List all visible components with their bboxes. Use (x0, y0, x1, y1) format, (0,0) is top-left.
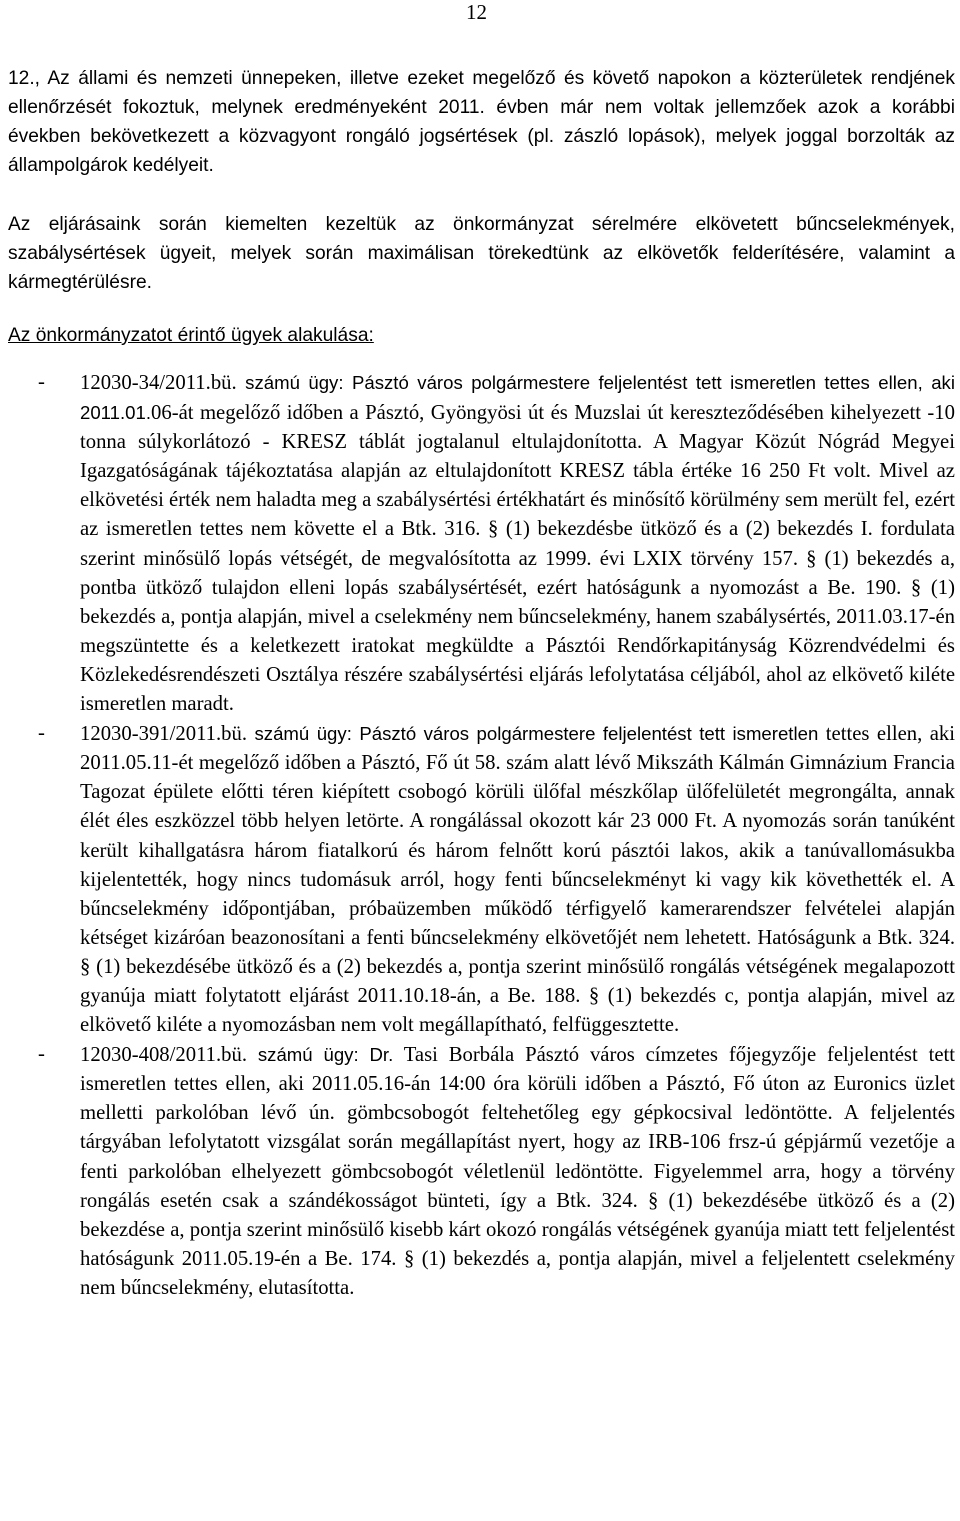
case-body: 06-át megelőző időben a Pásztó, Gyöngyösi út és Muzslai út kereszteződésében kihelyezett -10 tonna súlykorlátozó - KRESZ táblát jogtalanul eltulajdonította. A Magyar Közút Nógrád Megyei Igazgatóságának tájékoztatása alapján az eltulajdonított KRESZ tábla értéke 16 250 Ft volt. Mivel az elkövetési érték nem haladta meg a szabálysértési értékhatárt és minősítő körülmény sem merült fel, ezért az ismeretlen tettes nem követte el a Btk. 316. § (1) bekezdésbe ütköző és a (2) bekezdés I. fordulata szerint minősülő lopás vétségét, de megvalósította az 1999. évi LXIX törvény 157. § (1) bekezdés a, pontba ütköző tulajdon elleni lopás szabálysértését, ezért hatóságunk a nyomozást a Be. 190. § (1) bekezdés a, pontja alapján, mivel a cselekmény nem bűncselekmény, hanem szabálysértés, 2011.03.17-én megszüntette és a keletkezett iratokat megküldte a Pásztói Rendőrkapitányság Közrendvédelmi és Közlekedésrendészeti Osztálya részére szabálysértési eljárás lefolytatása céljából, ahol az elkövető kiléte ismeretlen maradt. (80, 402, 955, 716)
case-intro: számú ügy: Pásztó város polgármestere feljelentést tett ismeretlen tettes ellen, aki 2011.01. (80, 372, 955, 424)
section-heading: Az önkormányzatot érintő ügyek alakulása: (8, 325, 374, 346)
case-item (8, 1040, 955, 1303)
case-body: Tasi Borbála Pásztó város címzetes főjegyzője feljelentést tett ismeretlen tettes ellen, aki 2011.05.16-án 14:00 óra körüli időben a Pásztó, Fő úton az Euronics üzlet melletti parkolóban lévő ún. gömbcsobogót feltehetőleg egy gépkocsival ledöntötte. A feljelentés tárgyában lefolytatott vizsgálat során megállapítást nyert, hogy az IRB-106 frsz-ú gépjármű vezetője a fenti parkolóban elhelyezett gömbcsobogót véletlenül ledöntötte. Figyelemmel arra, hogy a törvény rongálás esetén csak a szándékosságot bünteti, így a Btk. 324. § (1) bekezdésébe ütköző és a (2) bekezdése a, pontja szerint minősülő kisebb kárt okozó rongálás vétségének gyanúja miatt tett feljelentést hatóságunk 2011.05.19-én a Be. 174. § (1) bekezdés a, pontja alapján, mivel a feljelentett cselekmény nem bűncselekmény, elutasította. (80, 1044, 956, 1299)
case-id: 12030-408/2011.bü. (80, 1044, 248, 1067)
case-item (8, 368, 955, 719)
list-dash: - (38, 722, 45, 745)
case-id: 12030-34/2011.bü. (80, 372, 237, 394)
case-body: tettes ellen, aki 2011.05.11-ét megelőző időben a Pásztó, Fő út 58. szám alatt lévő Mikszáth Kálmán Gimnázium Francia Tagozat épülete előtti téren kiépített csobogó körüli ülőfal mészkőlap ülőfelületét megrongálta, annak élét éles eszközzel több helyen letörte. A rongálással okozott kár 23 000 Ft. A nyomozás során tanúként került kihallgatásra három fiatalkorú és három felnőtt korú pásztói lakos, akik a tanúvallomásukba kijelentették, hogy nincs tudomásuk arról, hogy fenti bűncselekményt ki vagy kik követhették el. A bűncselekmény időpontjában, próbaüzemben működő térfigyelő kamerarendszer felvételei alapján kétséget kizáróan beazonosítani a fenti bűncselekmény elkövetőjét nem lehetett. Hatóságunk a Btk. 324. § (1) bekezdésébe ütköző és a (2) bekezdés a, pontja szerint minősülő rongálás vétségének megalapozott gyanúja miatt folytatott eljárást 2011.10.18-án, a Be. 188. § (1) bekezdés c, pontja alapján, mivel az elkövető kiléte a nyomozásban nem volt megállapítható, felfüggesztette. (80, 723, 956, 1037)
list-dash: - (38, 1043, 45, 1066)
page-number: 12 (466, 0, 487, 24)
list-dash: - (38, 371, 45, 393)
case-id: 12030-391/2011.bü. (80, 723, 248, 746)
case-intro: számú ügy: Pásztó város polgármestere feljelentést tett ismeretlen (247, 723, 819, 745)
case-item (8, 719, 955, 1040)
document-body (8, 64, 955, 1303)
case-intro: számú ügy: Dr. (247, 1044, 394, 1066)
paragraph-public-holidays: 12., Az állami és nemzeti ünnepeken, illetve ezeket megelőző és követő napokon a közterületek rendjének ellenőrzését fokoztuk, melynek eredményeként 2011. évben már nem voltak jellemzőek azok a korábbi években bekövetkezett a közvagyont rongáló jogsértések (pl. zászló lopások), melyek joggal borzolták az állampolgárok kedélyeit. (8, 68, 955, 176)
paragraph-procedures: Az eljárásaink során kiemelten kezeltük az önkormányzat sérelmére elkövetett bűncselekmények, szabálysértések ügyeit, melyek során maximálisan törekedtünk az elkövetők felderítésére, valamint a kármegtérülésre. (8, 214, 955, 293)
case-list (8, 368, 955, 1303)
